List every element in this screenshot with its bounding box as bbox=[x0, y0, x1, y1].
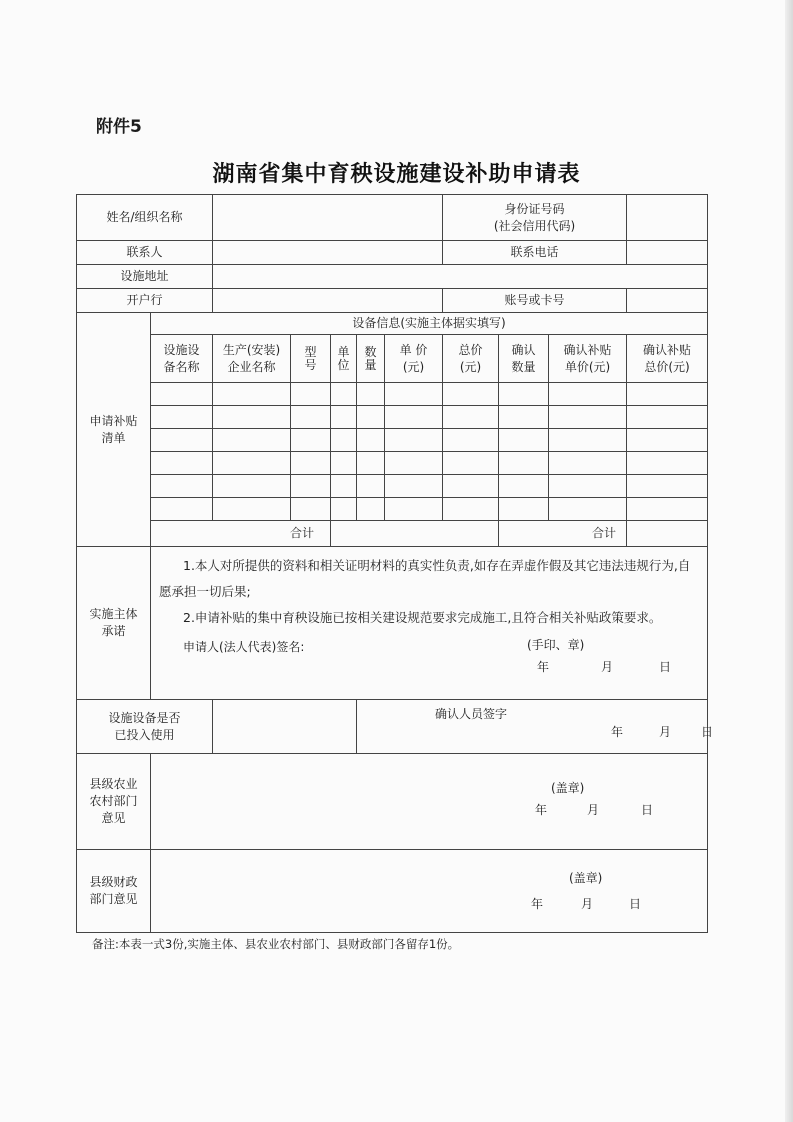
col-unit-price: 单 价 (元) bbox=[385, 335, 443, 383]
pledge-signature-area[interactable] bbox=[159, 631, 697, 677]
agri-month-label: 月 bbox=[587, 803, 600, 817]
table-row[interactable] bbox=[77, 498, 708, 521]
finance-seal-label: (盖章) bbox=[569, 871, 603, 885]
year-label: 年 bbox=[537, 660, 550, 674]
agri-label-line3: 意见 bbox=[101, 811, 126, 825]
account-field[interactable] bbox=[627, 289, 708, 313]
agri-seal-label: (盖章) bbox=[551, 781, 585, 795]
col-equipment-name: 设施设 备名称 bbox=[151, 335, 213, 383]
table-row[interactable] bbox=[77, 475, 708, 498]
finance-year-label: 年 bbox=[531, 897, 544, 911]
phone-label: 联系电话 bbox=[443, 241, 627, 265]
attachment-label: 附件5 bbox=[96, 117, 142, 137]
pledge-label-line2: 承诺 bbox=[101, 624, 126, 638]
address-field[interactable] bbox=[213, 265, 708, 289]
confirm-signature-area[interactable] bbox=[357, 700, 714, 754]
bank-label: 开户行 bbox=[77, 289, 213, 313]
subsidy-list-label bbox=[77, 313, 151, 547]
bank-field[interactable] bbox=[213, 289, 443, 313]
col-confirmed-total-subsidy: 确认补贴 总价(元) bbox=[627, 335, 708, 383]
pledge-item-2: 2.申请补贴的集中育秧设施已按相关建设规范要求完成施工,且符合相关补贴政策要求。 bbox=[183, 610, 662, 625]
id-number-field[interactable] bbox=[627, 195, 708, 241]
id-label-line2: (社会信用代码) bbox=[493, 218, 576, 233]
signer-label: 申请人(法人代表)签名: bbox=[183, 640, 305, 654]
finance-label-line2: 部门意见 bbox=[89, 892, 138, 906]
col-confirmed-unit-subsidy: 确认补贴 单价(元) bbox=[549, 335, 627, 383]
table-row[interactable] bbox=[77, 429, 708, 452]
agri-dept-opinion[interactable] bbox=[151, 754, 708, 850]
name-field[interactable] bbox=[213, 195, 443, 241]
pledge-content bbox=[151, 547, 708, 700]
in-use-label bbox=[77, 700, 213, 754]
in-use-label-line1: 设施设备是否 bbox=[108, 710, 181, 725]
pledge-label-line1: 实施主体 bbox=[89, 607, 138, 621]
contact-label: 联系人 bbox=[77, 241, 213, 265]
agri-dept-label bbox=[77, 754, 151, 850]
table-row[interactable] bbox=[77, 383, 708, 406]
month-label: 月 bbox=[601, 660, 614, 674]
col-total-price: 总价 (元) bbox=[443, 335, 499, 383]
id-label-line1: 身份证号码 bbox=[504, 201, 565, 216]
use-day-label: 日 bbox=[701, 725, 714, 739]
subsidy-list-label-line2: 清单 bbox=[101, 430, 126, 445]
finance-day-label: 日 bbox=[629, 897, 642, 911]
application-form-table bbox=[76, 194, 714, 933]
day-label: 日 bbox=[659, 660, 672, 674]
table-row[interactable] bbox=[77, 406, 708, 429]
address-label: 设施地址 bbox=[77, 265, 213, 289]
agri-year-label: 年 bbox=[535, 803, 548, 817]
total-value-right[interactable] bbox=[627, 521, 708, 547]
finance-dept-opinion[interactable] bbox=[151, 850, 708, 933]
agri-day-label: 日 bbox=[641, 803, 654, 817]
col-manufacturer: 生产(安装) 企业名称 bbox=[213, 335, 291, 383]
in-use-field[interactable] bbox=[213, 700, 357, 754]
seal-label: (手印、章) bbox=[527, 638, 585, 652]
equipment-info-header: 设备信息(实施主体据实填写) bbox=[151, 313, 708, 335]
finance-label-line1: 县级财政 bbox=[89, 875, 138, 889]
total-label-right: 合计 bbox=[499, 521, 627, 547]
total-row bbox=[77, 521, 708, 547]
footnote: 备注:本表一式3份,实施主体、县农业农村部门、县财政部门各留存1份。 bbox=[92, 937, 460, 951]
total-label-left: 合计 bbox=[151, 521, 331, 547]
use-month-label: 月 bbox=[659, 725, 672, 739]
name-label: 姓名/组织名称 bbox=[77, 195, 213, 241]
col-unit: 单 位 bbox=[331, 335, 357, 383]
finance-month-label: 月 bbox=[581, 897, 594, 911]
phone-field[interactable] bbox=[627, 241, 708, 265]
id-number-label bbox=[443, 195, 627, 241]
account-label: 账号或卡号 bbox=[443, 289, 627, 313]
total-value-left[interactable] bbox=[331, 521, 499, 547]
contact-field[interactable] bbox=[213, 241, 443, 265]
pledge-item-1: 1.本人对所提供的资料和相关证明材料的真实性负责,如存在弄虚作假及其它违法违规行为,自愿承担一切后果; bbox=[159, 558, 691, 599]
col-confirmed-qty: 确认 数量 bbox=[499, 335, 549, 383]
pledge-label bbox=[77, 547, 151, 700]
finance-dept-label bbox=[77, 850, 151, 933]
in-use-label-line2: 已投入使用 bbox=[114, 727, 175, 742]
equipment-column-headers bbox=[77, 335, 708, 383]
subsidy-list-label-line1: 申请补贴 bbox=[89, 413, 138, 428]
table-row[interactable] bbox=[77, 452, 708, 475]
agri-label-line2: 农村部门 bbox=[89, 794, 138, 808]
agri-label-line1: 县级农业 bbox=[89, 777, 138, 791]
col-model: 型 号 bbox=[291, 335, 331, 383]
use-year-label: 年 bbox=[611, 725, 624, 739]
page-title: 湖南省集中育秧设施建设补助申请表 bbox=[212, 162, 581, 187]
col-quantity: 数 量 bbox=[357, 335, 385, 383]
confirm-label: 确认人员签字 bbox=[435, 707, 508, 721]
